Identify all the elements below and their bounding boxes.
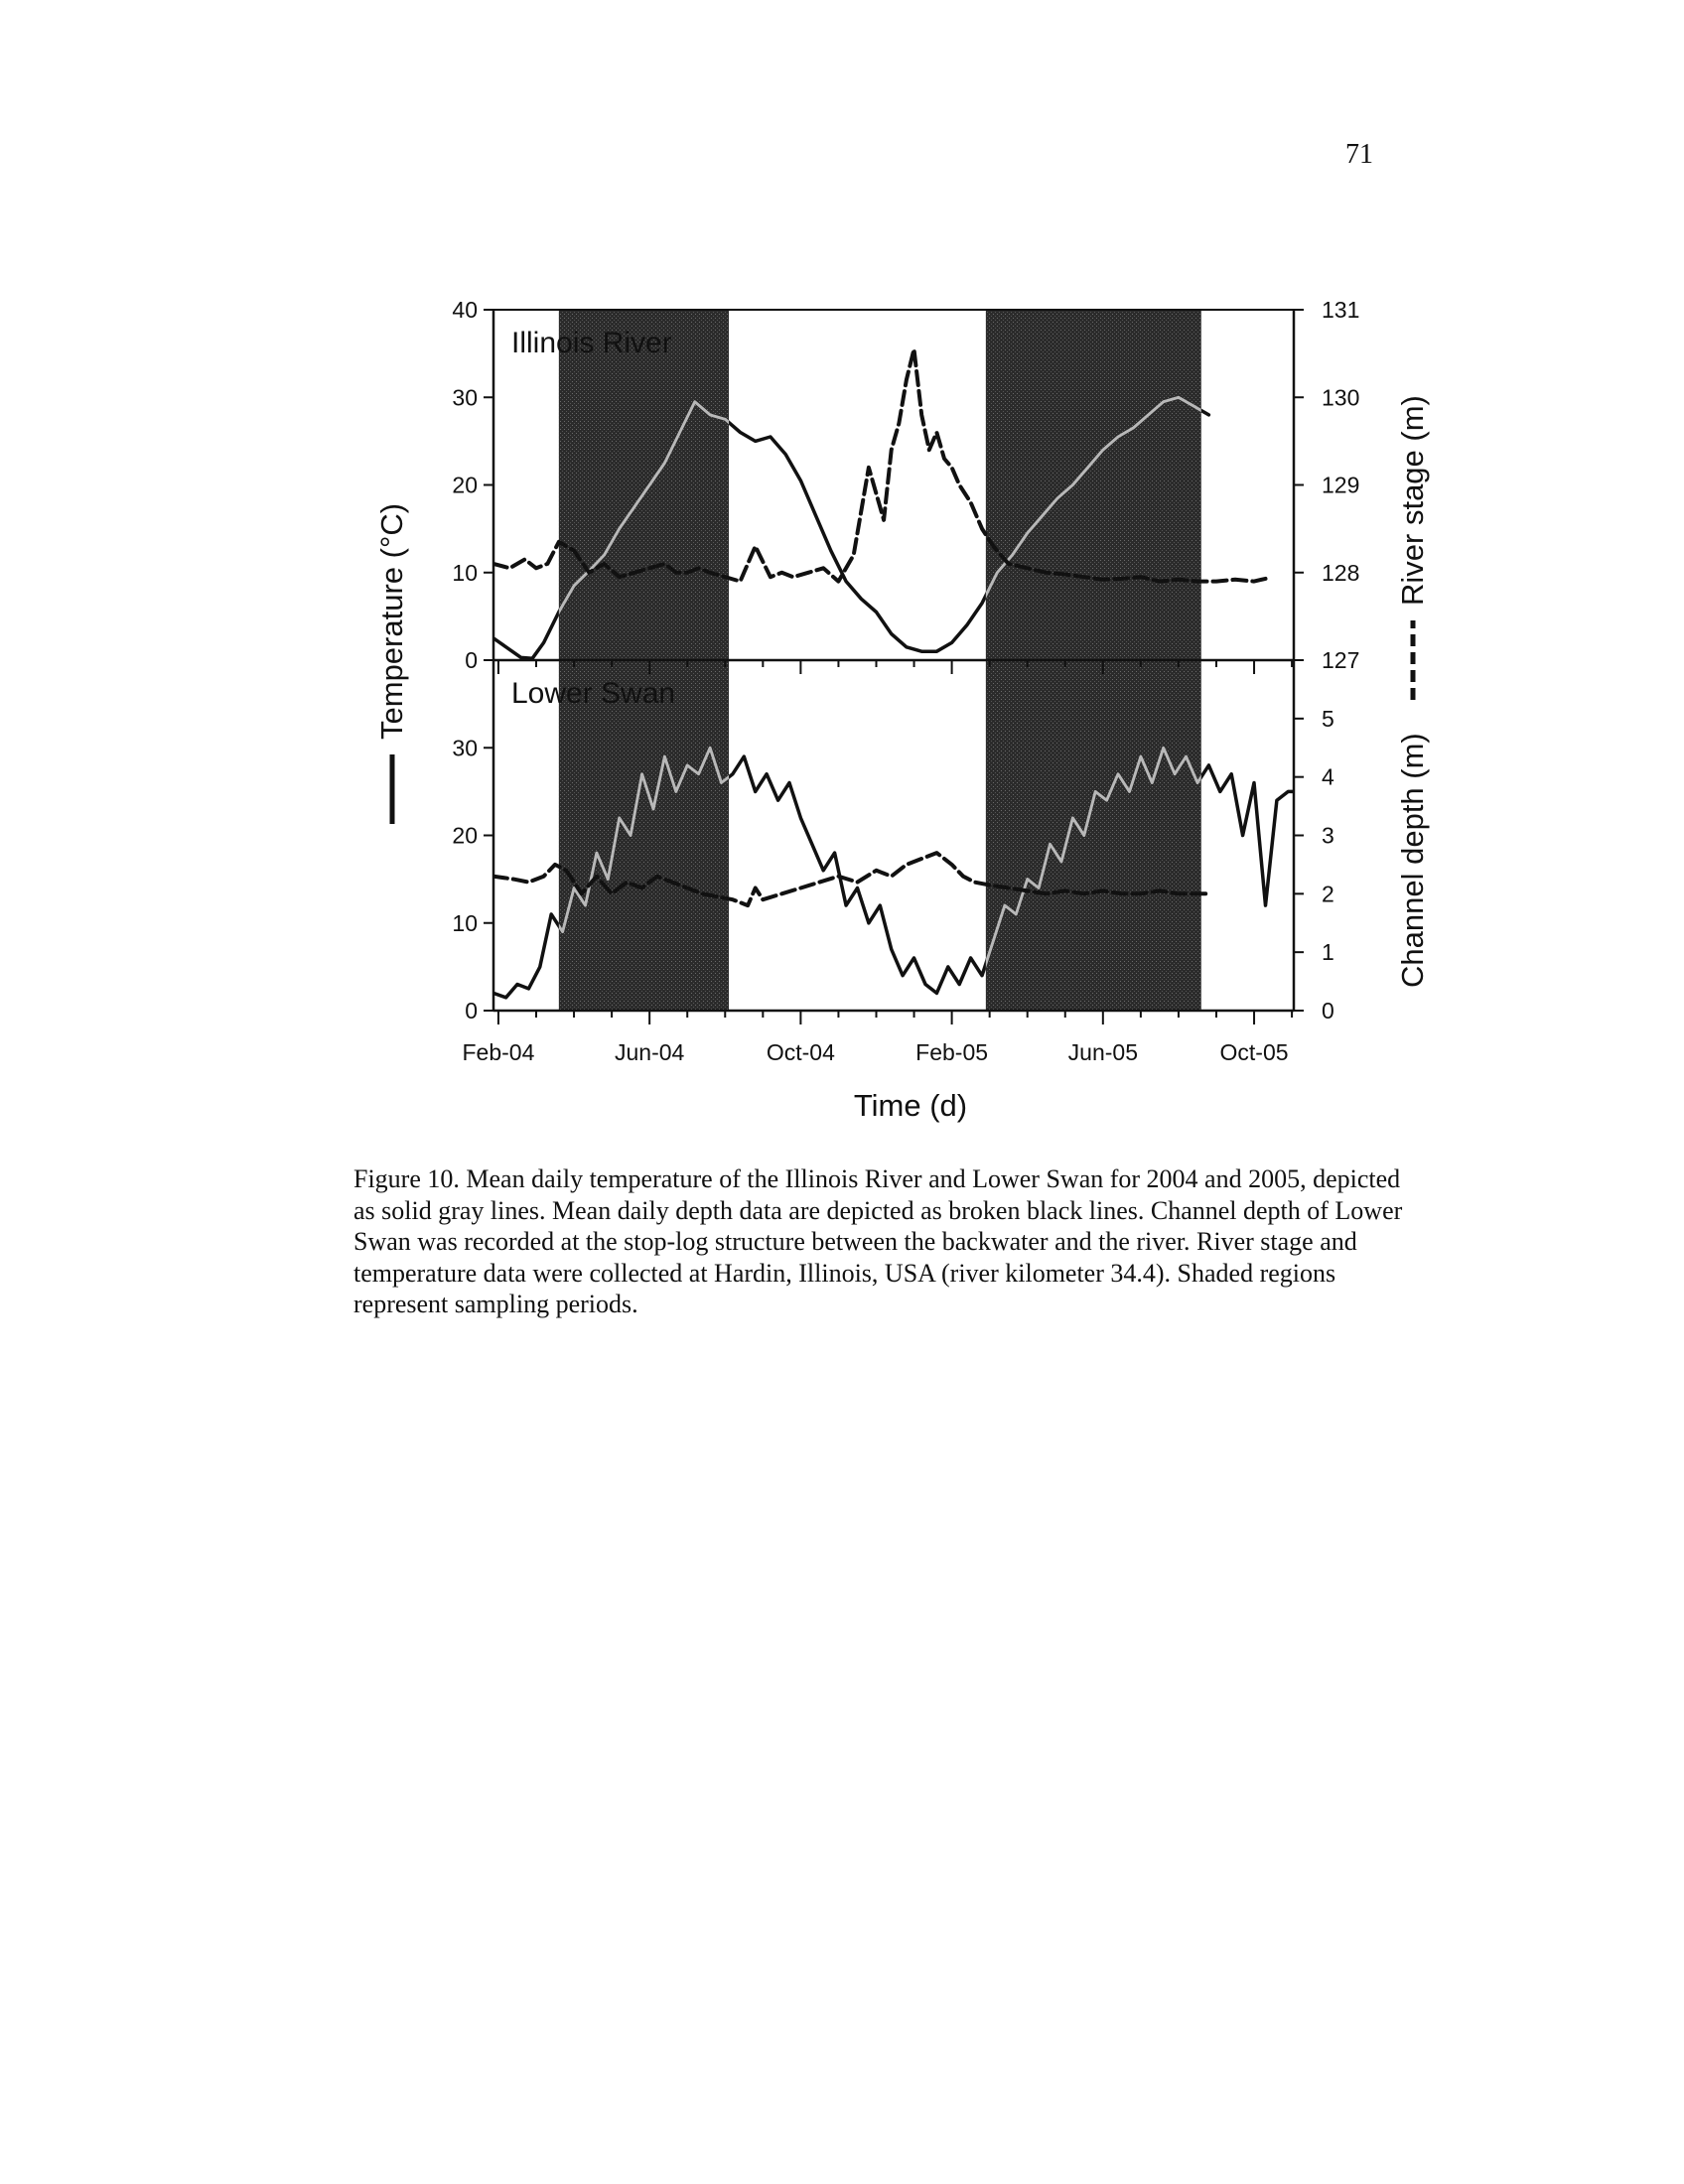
y-tick-label: 0 [465,647,478,673]
y-tick-label: 40 [452,297,478,323]
y-tick-label: 30 [452,735,478,761]
y2-tick-label: 5 [1322,705,1334,732]
sampling-period-shade [559,310,729,660]
y2-tick-label: 1 [1322,939,1334,966]
x-tick-label: Feb-04 [462,1039,535,1065]
y-tick-label: 0 [465,998,478,1024]
figure-caption [353,1163,1416,1320]
y2-tick-label: 3 [1322,822,1334,849]
y-tick-label: 20 [452,472,478,498]
x-axis-title: Time (d) [853,1088,968,1123]
sampling-period-shade [986,660,1201,1011]
x-tick-label: Oct-04 [766,1039,835,1065]
y2-tick-label: 128 [1322,559,1360,586]
right-axis-title-lower: Channel depth (m) [1395,733,1430,988]
sampling-period-shade [559,660,729,1011]
y-tick-label: 20 [452,822,478,849]
y2-tick-label: 0 [1322,998,1334,1024]
panel-label-illinois-river: Illinois River [511,327,672,359]
y2-tick-label: 4 [1322,763,1334,790]
y2-tick-label: 129 [1322,472,1360,498]
y2-tick-label: 131 [1322,297,1360,323]
y-tick-label: 10 [452,909,478,936]
y2-tick-label: 127 [1322,647,1360,673]
x-tick-label: Oct-05 [1219,1039,1289,1065]
left-axis-title: Temperature (°C) [374,502,409,740]
y2-tick-label: 2 [1322,881,1334,907]
x-tick-label: Feb-05 [915,1039,989,1065]
right-axis-title-group [1395,395,1430,988]
page-number: 71 [1345,139,1373,170]
figure-caption-text: Figure 10. Mean daily temperature of the Illinois River and Lower Swan for 2004 and 2005, depicted as solid gray lines. Mean daily depth data are depicted as broken black lines. Channel depth of Lower Swan was recorded at the stop-log structure between the backwater and the river. River stage and temperature data were collected at Hardin, Illinois, USA (river kilometer 34.4). Shaded regions represent sampling periods. [353,1164,1403,1318]
y-tick-label: 30 [452,384,478,411]
sampling-period-shade [986,310,1201,660]
x-tick-label: Jun-04 [615,1039,685,1065]
left-axis-title-group [374,503,409,824]
y2-tick-label: 130 [1322,384,1360,411]
y-tick-label: 10 [452,559,478,586]
panel-label-lower-swan: Lower Swan [511,677,676,710]
right-axis-title-upper: River stage (m) [1395,395,1430,606]
x-tick-label: Jun-05 [1067,1039,1138,1065]
